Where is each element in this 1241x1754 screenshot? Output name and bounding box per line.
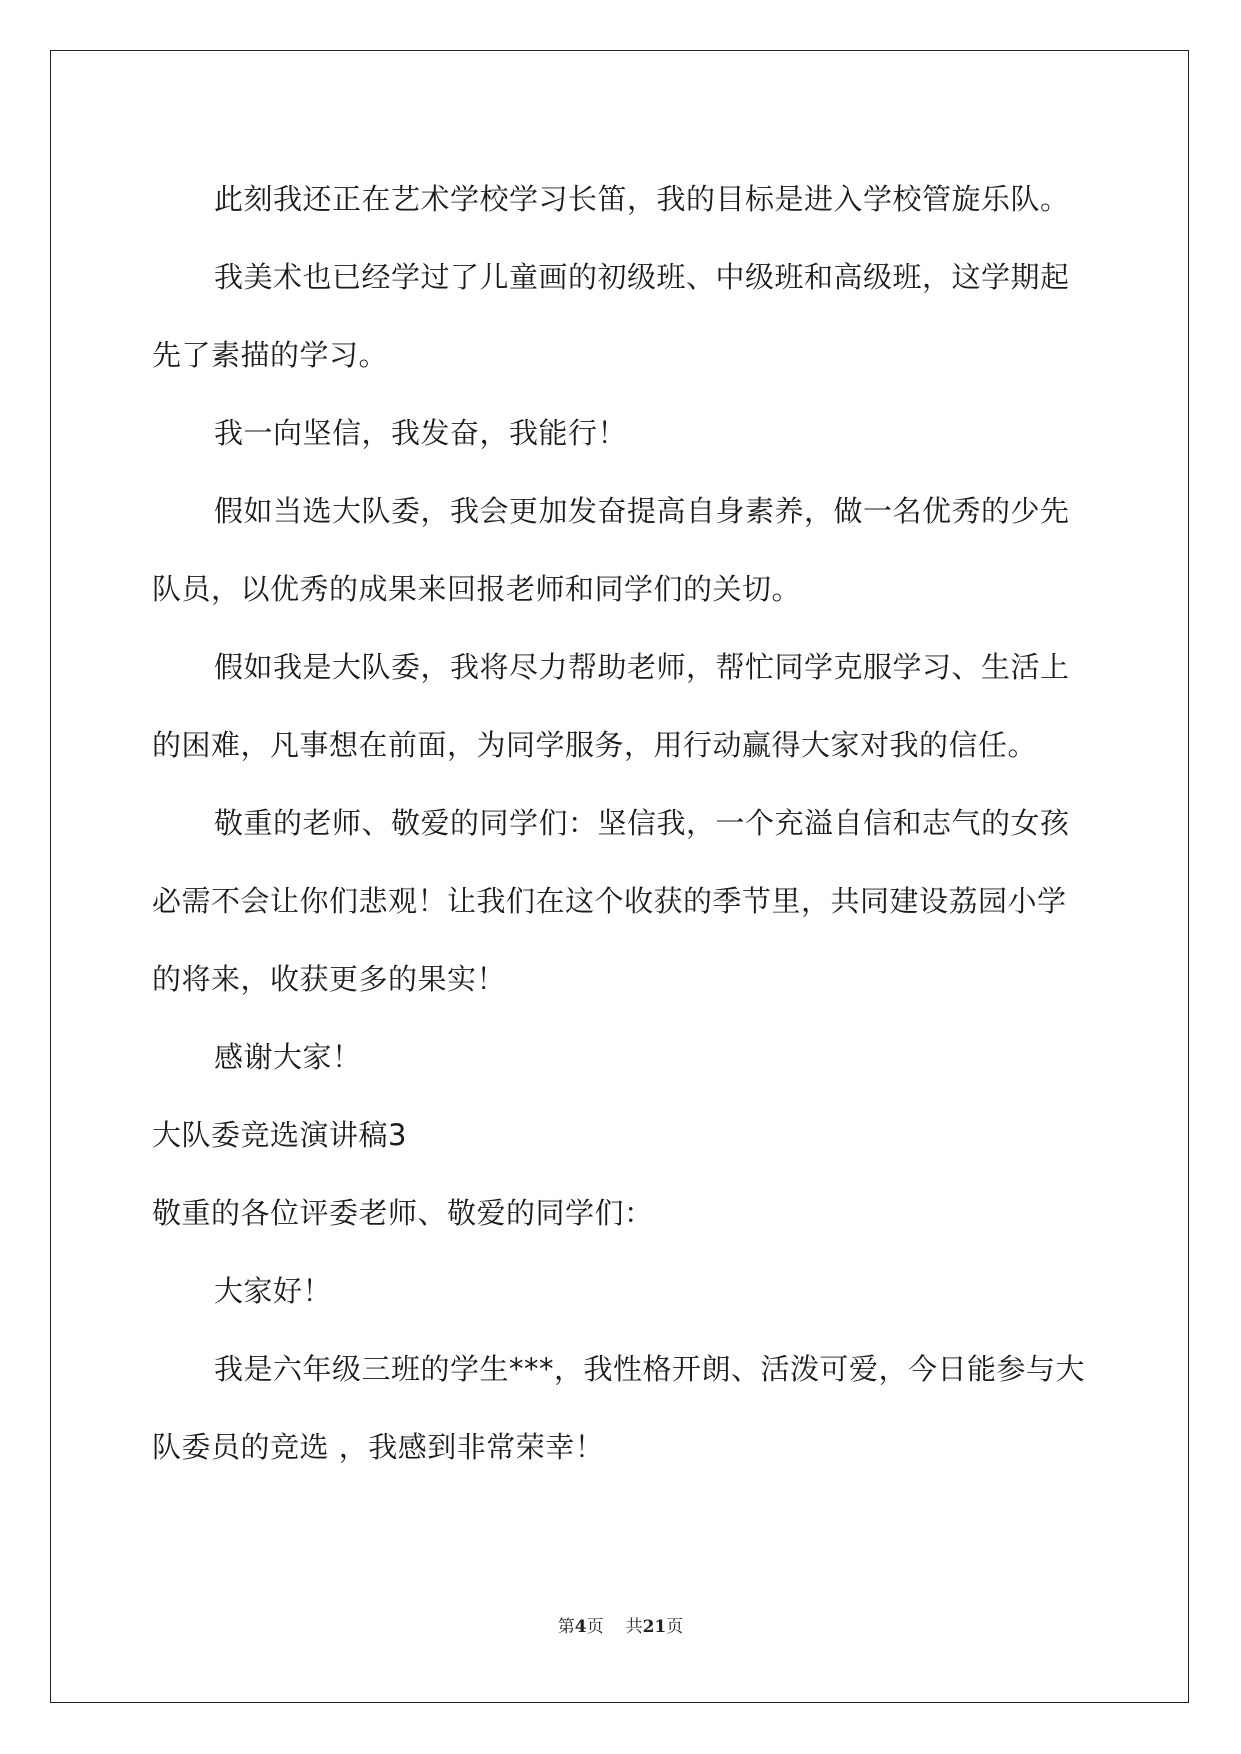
salutation: 敬重的各位评委老师、敬爱的同学们： [152,1196,654,1230]
paragraph: 假如我是大队委，我将尽力帮助老师，帮忙同学克服学习、生活上的困难，凡事想在前面，为同学服务，用行动赢得大家对我的信任。 [152,650,1070,762]
paragraph: 大家好！ [214,1274,333,1308]
total-label-suffix: 页 [666,1617,684,1637]
paragraph: 我美术也已经学过了儿童画的初级班、中级班和高级班，这学期起先了素描的学习。 [152,260,1070,372]
document-body [152,160,1092,1486]
total-pages: 21 [642,1617,667,1637]
paragraph: 假如当选大队委，我会更加发奋提高自身素养，做一名优秀的少先队员，以优秀的成果来回报老师和同学们的关切。 [152,494,1070,606]
page-label-suffix: 页 [586,1617,604,1637]
paragraph: 我一向坚信，我发奋，我能行！ [214,416,628,450]
page-number: 4 [574,1617,587,1637]
paragraph: 我是六年级三班的学生***，我性格开朗、活泼可爱，今日能参与大队委员的竞选 ，我感到非常荣幸！ [152,1352,1086,1464]
page-footer [0,1612,1241,1637]
page-label-prefix: 第 [557,1617,575,1637]
paragraph: 敬重的老师、敬爱的同学们：坚信我，一个充溢自信和志气的女孩必需不会让你们悲观！让我们在这个收获的季节里，共同建设荔园小学的将来，收获更多的果实！ [152,806,1070,996]
paragraph: 感谢大家！ [214,1040,362,1074]
section-heading: 大队委竞选演讲稿3 [152,1118,407,1152]
paragraph: 此刻我还正在艺术学校学习长笛，我的目标是进入学校管旋乐队。 [214,182,1070,216]
total-label-prefix: 共 [625,1617,643,1637]
